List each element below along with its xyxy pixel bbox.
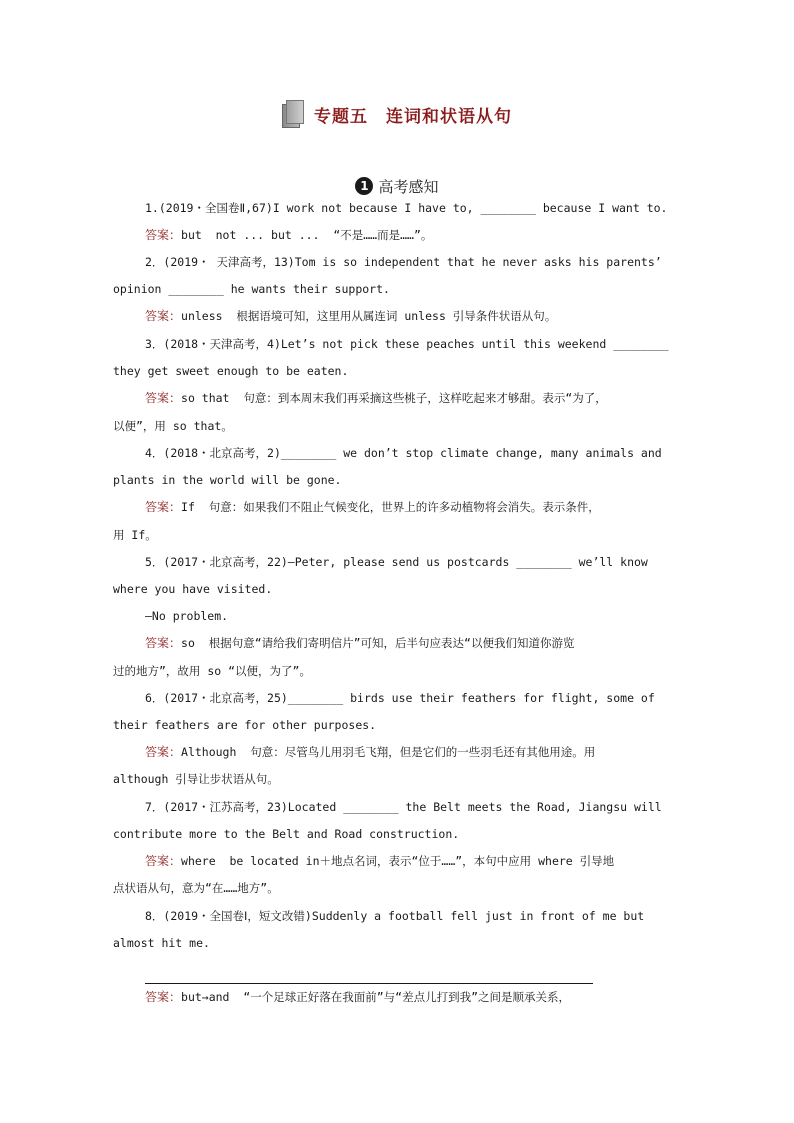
line-text: 5．(2017・北京高考，22)—Peter, please send us postcards ________ we’ll know — [145, 555, 648, 569]
answer-label: 答案： — [145, 309, 182, 323]
line-text: unless 根据语境可知，这里用从属连词 unless 引导条件状语从句。 — [181, 309, 557, 323]
section-title: 高考感知 — [378, 177, 439, 196]
answer-line — [145, 227, 432, 243]
title-row — [0, 96, 794, 132]
answer-line — [145, 390, 607, 406]
line-text: but not ... but ... “不是……而是……”。 — [181, 228, 433, 242]
line-text: almost hit me. — [113, 936, 210, 950]
line-text: 过的地方”，故用 so “以便，为了”。 — [113, 664, 311, 678]
line-text: 点状语从句，意为“在……地方”。 — [113, 881, 279, 895]
answer-line — [145, 499, 600, 515]
line-text: opinion ________ he wants their support. — [113, 282, 390, 296]
line-text: 用 If。 — [113, 528, 157, 542]
answer-label: 答案： — [145, 745, 182, 759]
text-line — [113, 935, 210, 951]
text-line — [145, 200, 667, 216]
text-line — [113, 472, 341, 488]
line-text: 8．(2019・全国卷Ⅰ，短文改错)Suddenly a football fell just in front of me but — [145, 909, 645, 923]
line-text: contribute more to the Belt and Road construction. — [113, 827, 460, 841]
text-line — [145, 554, 648, 570]
line-text: although 引导让步状语从句。 — [113, 772, 279, 786]
answer-label: 答案： — [145, 391, 182, 405]
page-title: 专题五 连词和状语从句 — [314, 106, 512, 127]
answer-line — [145, 853, 614, 869]
line-text: their feathers are for other purposes. — [113, 718, 377, 732]
text-line — [113, 281, 390, 297]
text-line — [145, 254, 662, 270]
answer-line — [145, 308, 556, 324]
text-line — [145, 690, 655, 706]
text-line — [113, 717, 376, 733]
book-icon — [282, 100, 304, 128]
text-line — [113, 663, 311, 679]
line-text: —No problem. — [145, 609, 229, 623]
text-line — [145, 608, 228, 624]
answer-line — [145, 989, 570, 1005]
answer-line — [145, 635, 574, 651]
text-line — [113, 880, 279, 896]
answer-label: 答案： — [145, 228, 182, 242]
line-text: but→and “一个足球正好落在我面前”与“差点儿打到我”之间是顺承关系， — [181, 990, 571, 1004]
line-text: 7．(2017・江苏高考，23)Located ________ the Belt meets the Road, Jiangsu will — [145, 800, 662, 814]
line-text: 2．(2019・ 天津高考，13)Tom is so independent that he never asks his parents’ — [145, 255, 662, 269]
section-header — [0, 175, 794, 197]
text-line — [145, 336, 669, 352]
text-line — [113, 826, 459, 842]
answer-label: 答案： — [145, 636, 182, 650]
answer-label: 答案： — [145, 854, 182, 868]
line-text: 1.(2019・全国卷Ⅱ,67)I work not because I have to, ________ because I want to. — [145, 201, 668, 215]
line-text: plants in the world will be gone. — [113, 473, 342, 487]
text-line — [145, 799, 662, 815]
line-text: If 句意：如果我们不阻止气候变化，世界上的许多动植物将会消失。表示条件， — [181, 500, 600, 514]
line-text: 3．(2018・天津高考，4)Let’s not pick these peaches until this weekend ________ — [145, 337, 669, 351]
text-line — [113, 363, 348, 379]
answer-label: 答案： — [145, 990, 182, 1004]
answer-label: 答案： — [145, 500, 182, 514]
text-line — [113, 581, 272, 597]
answer-underline — [145, 983, 593, 984]
line-text: so 根据句意“请给我们寄明信片”可知，后半句应表达“以便我们知道你游览 — [181, 636, 575, 650]
line-text: 4．(2018・北京高考，2)________ we don’t stop climate change, many animals and — [145, 446, 662, 460]
answer-line — [145, 744, 595, 760]
line-text: 6．(2017・北京高考，25)________ birds use their feathers for flight, some of — [145, 691, 655, 705]
text-line — [113, 527, 157, 543]
line-text: where you have visited. — [113, 582, 273, 596]
line-text: where be located in＋地点名词，表示“位于……”，本句中应用 where 引导地 — [181, 854, 615, 868]
line-text: 以便”，用 so that。 — [113, 419, 233, 433]
line-text: Although 句意：尽管鸟儿用羽毛飞翔，但是它们的一些羽毛还有其他用途。用 — [181, 745, 596, 759]
line-text: they get sweet enough to be eaten. — [113, 364, 349, 378]
text-line — [113, 418, 233, 434]
line-text: so that 句意：到本周末我们再采摘这些桃子，这样吃起来才够甜。表示“为了， — [181, 391, 607, 405]
text-line — [145, 908, 644, 924]
text-line — [113, 771, 279, 787]
text-line — [145, 445, 662, 461]
section-number-badge: 1 — [355, 177, 373, 195]
